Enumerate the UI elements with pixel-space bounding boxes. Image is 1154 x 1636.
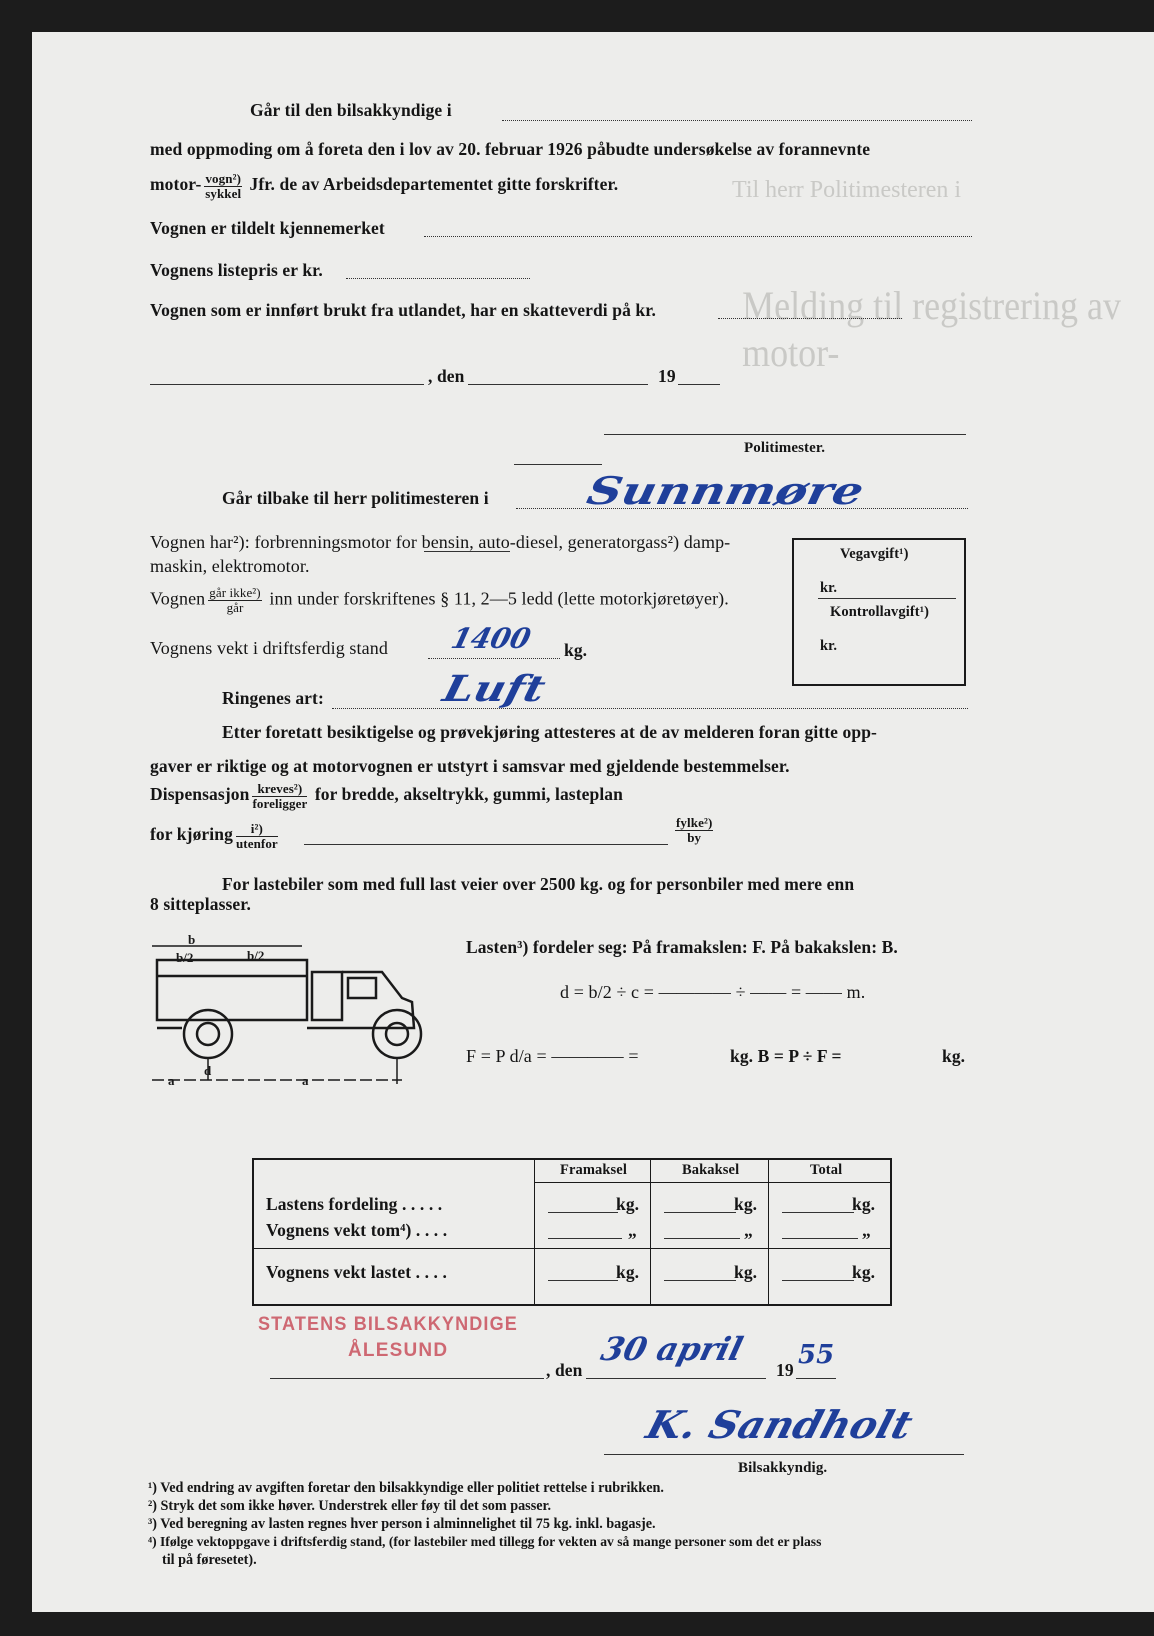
destination-label: Går til den bilsakkyndige i — [250, 100, 452, 120]
table-cell-unit: „ — [628, 1220, 637, 1240]
table-cell-field[interactable] — [548, 1212, 618, 1213]
separator-line — [514, 464, 602, 465]
bensin-underline — [424, 551, 510, 552]
tyres-field[interactable] — [332, 708, 968, 709]
table-cell-unit: „ — [744, 1220, 753, 1240]
load-table — [252, 1158, 892, 1306]
handwritten-place: Sunnmøre — [583, 468, 868, 513]
import-value-label: Vognen som er innført brukt fra utlandet, har en skatteverdi på kr. — [150, 300, 656, 320]
control-fee-label: Kontrollavgift¹) — [830, 604, 930, 620]
footnote: ³) Ved beregning av lasten regnes hver person i alminnelighet til 75 kg. inkl. bagasje. — [148, 1516, 656, 1532]
handwritten-weight: 1400 — [447, 622, 535, 655]
formula-b-unit: kg. — [942, 1046, 966, 1066]
inspector-year-field[interactable] — [796, 1378, 836, 1379]
attestation-line-1: Etter foretatt besiktigelse og prøvekjøring attesteres at de av melderen foran gitte opp- — [222, 722, 877, 742]
inspector-title: Bilsakkyndig. — [738, 1460, 828, 1476]
list-price-field[interactable] — [346, 278, 530, 279]
load-distribution-label: Lasten³) fordeler seg: På framakslen: F. På bakakslen: B. — [466, 937, 898, 957]
footnote: ¹) Ved endring av avgiften foretar den bilsakkyndige eller politiet rettelse i rubrikken. — [148, 1480, 664, 1496]
year-field[interactable] — [678, 384, 720, 385]
svg-text:a: a — [302, 1073, 309, 1088]
inspector-signature-line — [604, 1454, 964, 1455]
table-row-label: Lastens fordeling . . . . . — [266, 1194, 443, 1214]
road-tax-field[interactable] — [818, 598, 956, 599]
form-page — [32, 32, 1154, 1612]
formula-f: F = P d/a = ———— = — [466, 1046, 639, 1066]
header-front-axle: Framaksel — [560, 1162, 627, 1178]
weight-label: Vognens vekt i driftsferdig stand — [150, 638, 388, 658]
truck-rule-line-2: 8 sitteplasser. — [150, 894, 251, 914]
handwritten-date: 30 april — [597, 1330, 747, 1368]
motor-fraction: $\frac{\text{vogn²)}}{\text{sykkel}}$ — [205, 171, 242, 201]
table-row-label: Vognens vekt tom⁴) . . . . — [266, 1220, 448, 1240]
table-cell-field[interactable] — [664, 1212, 736, 1213]
table-cell-unit: kg. — [852, 1262, 876, 1282]
road-tax-kr: kr. — [820, 580, 838, 596]
bleed-through-heading: Melding til registrering av motor- — [742, 283, 1122, 375]
formula-b: kg. B = P ÷ F = — [730, 1046, 842, 1066]
table-row-label: Vognens vekt lastet . . . . — [266, 1262, 447, 1282]
table-cell-field[interactable] — [782, 1280, 854, 1281]
driving-area-field[interactable] — [304, 844, 668, 845]
truck-diagram — [152, 932, 442, 1092]
footnote: ²) Stryk det som ikke høver. Understrek eller føy til det som passer. — [148, 1498, 552, 1514]
header-rear-axle: Bakaksel — [682, 1162, 740, 1178]
svg-text:d: d — [204, 1063, 212, 1078]
year-label: 19 — [658, 366, 676, 386]
svg-text:b/2: b/2 — [247, 948, 265, 963]
place-field[interactable] — [150, 384, 424, 385]
dispensation-line — [150, 782, 623, 810]
table-cell-unit: kg. — [734, 1194, 758, 1214]
date-field[interactable] — [468, 384, 648, 385]
control-fee-kr: kr. — [820, 638, 838, 654]
vehicle-word: Vognen — [150, 588, 206, 609]
driving-line — [150, 822, 281, 850]
police-signature-line — [604, 434, 966, 435]
table-cell-unit: kg. — [852, 1194, 876, 1214]
handwritten-year: 55 — [798, 1340, 835, 1370]
table-cell-field[interactable] — [664, 1238, 740, 1239]
handwritten-signature: K. Sandholt — [641, 1402, 918, 1447]
bleed-through-line: Til herr Politimesteren i — [732, 177, 962, 203]
inspector-date-field[interactable] — [586, 1378, 766, 1379]
dispensation-label: Dispensasjon — [150, 784, 250, 805]
dispensation-fraction: $\frac{\text{kreves²)}}{\text{foreligger}}$ — [252, 781, 308, 811]
county-fraction: $\frac{\text{fylke²)}}{by}$ — [676, 815, 713, 845]
registration-field[interactable] — [424, 236, 972, 237]
dispensation-suffix: for bredde, akseltrykk, gummi, lasteplan — [314, 784, 623, 805]
gar-suffix: inn under forskriftenes § 11, 2—5 ledd (lette motorkjøretøyer). — [269, 588, 729, 609]
truck-rule-line-1: For lastebiler som med full last veier over 2500 kg. og for personbiler med mere enn — [222, 874, 855, 894]
return-label: Går tilbake til herr politimesteren i — [222, 488, 489, 508]
formula-d: d = b/2 ÷ c = ———— ÷ —— = —— m. — [560, 982, 866, 1002]
office-stamp: STATENS BILSAKKYNDIGE ÅLESUND — [258, 1314, 518, 1361]
header-total: Total — [810, 1162, 843, 1178]
weight-field[interactable] — [428, 658, 560, 659]
table-cell-field[interactable] — [782, 1212, 854, 1213]
motor-line — [150, 172, 618, 200]
table-cell-field[interactable] — [664, 1280, 736, 1281]
inspector-date-label: , den — [546, 1360, 583, 1380]
table-cell-field[interactable] — [548, 1280, 618, 1281]
table-cell-unit: kg. — [616, 1194, 640, 1214]
request-text: med oppmoding om å foreta den i lov av 20. februar 1926 påbudte undersøkelse av forannevnte — [150, 139, 871, 159]
list-price-label: Vognens listepris er kr. — [150, 260, 323, 280]
destination-field[interactable] — [502, 120, 972, 121]
table-cell-unit: „ — [862, 1220, 871, 1240]
motor-prefix: motor- — [150, 174, 202, 195]
handwritten-tyres: Luft — [438, 668, 550, 710]
table-cell-unit: kg. — [734, 1262, 758, 1282]
table-cell-field[interactable] — [782, 1238, 858, 1239]
light-vehicle-line — [150, 586, 729, 614]
svg-text:b/2: b/2 — [176, 950, 194, 965]
footnote: til på føresetet). — [162, 1552, 257, 1568]
attestation-line-2: gaver er riktige og at motorvognen er utstyrt i samsvar med gjeldende bestemmelser. — [150, 756, 790, 776]
footnote: ⁴) Ifølge vektoppgave i driftsferdig stand, (for lastebiler med tillegg for vekten av så mange personer som det er plass — [148, 1534, 822, 1549]
registration-label: Vognen er tildelt kjennemerket — [150, 218, 385, 238]
table-cell-field[interactable] — [548, 1238, 622, 1239]
tyres-label: Ringenes art: — [222, 688, 324, 708]
police-title: Politimester. — [744, 440, 826, 456]
import-value-field[interactable] — [718, 318, 902, 319]
weight-unit: kg. — [564, 640, 588, 660]
motor-suffix: Jfr. de av Arbeidsdepartementet gitte forskrifter. — [249, 174, 619, 195]
svg-text:b: b — [188, 932, 196, 947]
inspector-place-field[interactable] — [270, 1378, 544, 1379]
engine-type-line-1: Vognen har²): forbrenningsmotor for bensin, auto-diesel, generatorgass²) damp- — [150, 532, 731, 552]
road-tax-label: Vegavgift¹) — [840, 546, 909, 562]
svg-text:a: a — [168, 1073, 175, 1088]
gar-fraction: $\frac{\text{går ikke²)}}{\text{går}}$ — [209, 585, 261, 615]
table-cell-unit: kg. — [616, 1262, 640, 1282]
driving-label: for kjøring — [150, 824, 233, 845]
engine-type-line-2: maskin, elektromotor. — [150, 556, 310, 576]
date-label: , den — [428, 366, 465, 386]
driving-fraction: $\frac{\text{i²)}}{\text{utenfor}}$ — [235, 821, 278, 851]
fee-box — [792, 538, 966, 686]
inspector-year-label: 19 — [776, 1360, 794, 1380]
